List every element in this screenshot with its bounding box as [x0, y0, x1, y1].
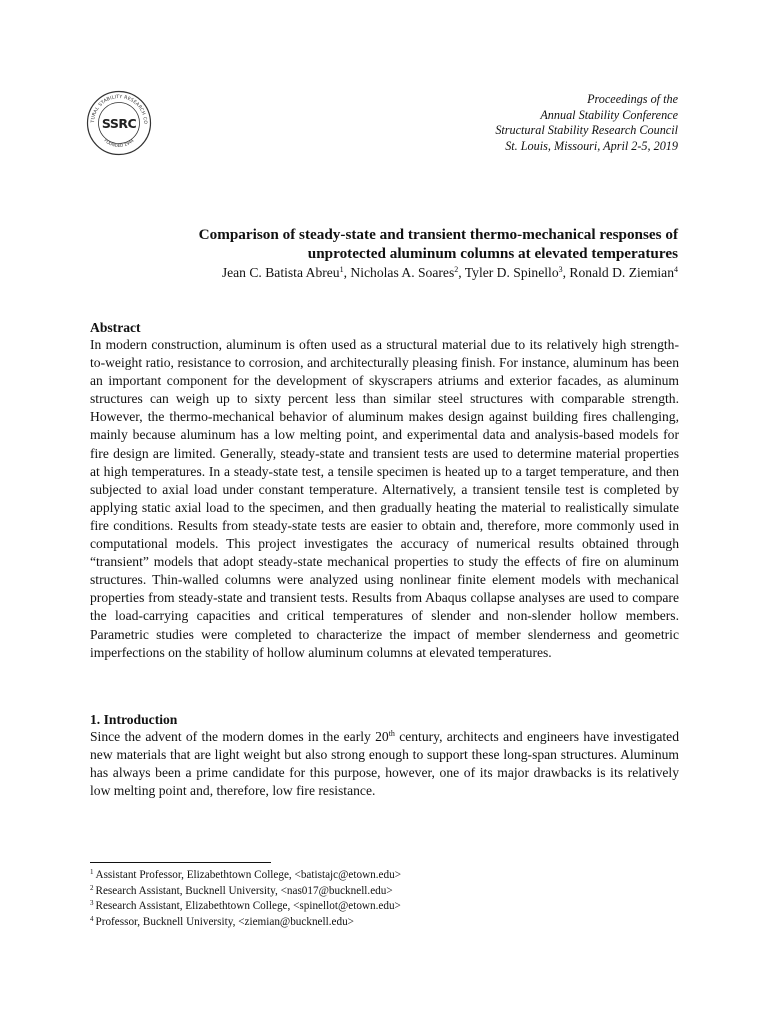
intro-text-start: Since the advent of the modern domes in the early 20: [90, 729, 389, 744]
footnote-mark: 3: [90, 899, 94, 908]
footnote: [90, 868, 679, 884]
paper-title: [90, 225, 678, 263]
author-separator: ,: [562, 265, 570, 280]
footnote: [90, 884, 679, 900]
svg-text:FOUNDED 1944: [103, 138, 135, 148]
proceedings-line-4: St. Louis, Missouri, April 2-5, 2019: [505, 138, 678, 153]
footnote-text: Research Assistant, Bucknell University, <nas017@bucknell.edu>: [95, 884, 393, 897]
author-name: Tyler D. Spinello: [464, 265, 559, 280]
author-name: Ronald D. Ziemian: [569, 265, 674, 280]
footnotes: [90, 868, 679, 931]
ssrc-seal-icon: [86, 90, 152, 156]
title-line-2: unprotected aluminum columns at elevated temperatures: [307, 245, 678, 262]
author-separator: ,: [343, 265, 351, 280]
introduction-body: [90, 728, 679, 800]
intro-superscript: th: [388, 729, 395, 738]
footnote-mark: 2: [90, 883, 94, 892]
footnote-mark: 4: [90, 915, 94, 924]
footnote-text: Assistant Professor, Elizabethtown College, <batistajc@etown.edu>: [95, 869, 402, 881]
ssrc-logo: [86, 90, 152, 156]
author-footnote-mark: 3: [558, 265, 563, 274]
footnote-divider: [90, 862, 271, 863]
footnote: [90, 915, 679, 931]
proceedings-line-1: Proceedings of the: [587, 92, 678, 106]
logo-ring-top-text: TURAL STABILITY RESEARCH CO: [90, 94, 148, 125]
abstract-body: In modern construction, aluminum is often used as a structural material due to its relatively high strength-to-weight ratio, resistance to corrosion, and architecturally pleasing finish. For instance, aluminum has been an important component for the development of skyscrapers atriums and exterior facades, as aluminum structures can weigh up to sixty percent less than similar steel structures with comparable strength. However, the thermo-mechanical behavior of aluminum makes design against building fires challenging, mainly because aluminum has a low melting point, and experimental data and analysis-based models for fire design are limited. Generally, steady-state and transient tests are used to determine material properties at high temperatures. In a steady-state test, a tensile specimen is heated up to a target temperature, and then subjected to axial load under constant temperature. Alternatively, a transient tensile test is completed by applying static axial load to the specimen, and then gradually heating the material to realistically simulate fire conditions. Results from steady-state tests are easier to obtain and, therefore, more commonly used in computational models. This project investigates the accuracy of numerical results obtained through “transient” models that adopt steady-state mechanical properties to study the effects of fire on aluminum structures. Thin-walled columns were analyzed using nonlinear finite element models with mechanical properties from steady-state and transient tests. Results from Abaqus collapse analyses are used to compare the load-carrying capacities and critical temperatures of slender and non-slender hollow members. Parametric studies were completed to characterize the impact of member slenderness and geometric imperfections on the stability of hollow aluminum columns at elevated temperatures.: [90, 337, 679, 660]
proceedings-line-3: Structural Stability Research Council: [495, 123, 678, 137]
intro-text-rest: century, architects and engineers have investigated new materials that are light weight but also strong enough to support these long-span structures. Aluminum has always been a prime candidate for this purpose, however, one of its major drawbacks is its relatively low melting point and, therefore, low fire resistance.: [90, 729, 679, 799]
footnote-text: Professor, Bucknell University, <ziemian@bucknell.edu>: [95, 916, 354, 929]
author: [465, 265, 570, 280]
author: [350, 265, 464, 280]
author-footnote-mark: 2: [454, 265, 459, 274]
footnote-text: Research Assistant, Elizabethtown College, <spinellot@etown.edu>: [95, 900, 401, 913]
author: [569, 265, 678, 280]
author: [222, 265, 351, 280]
footnote-mark: 1: [90, 868, 94, 876]
conference-info: [278, 92, 678, 154]
footnote: [90, 899, 679, 915]
logo-text: SSRC: [101, 116, 137, 131]
author-separator: ,: [458, 265, 465, 280]
proceedings-line-2: Annual Stability Conference: [540, 107, 678, 122]
author-footnote-mark: 4: [674, 265, 678, 274]
author-name: Nicholas A. Soares: [350, 265, 455, 280]
author-name: Jean C. Batista Abreu: [221, 265, 340, 280]
author-list: [90, 264, 678, 281]
author-footnote-mark: 1: [339, 265, 344, 274]
logo-ring-bottom-text: FOUNDED 1944: [103, 137, 135, 149]
introduction-heading: 1. Introduction: [90, 712, 178, 727]
abstract-heading: Abstract: [90, 320, 141, 335]
title-line-1: Comparison of steady-state and transient thermo-mechanical responses of: [198, 226, 678, 243]
